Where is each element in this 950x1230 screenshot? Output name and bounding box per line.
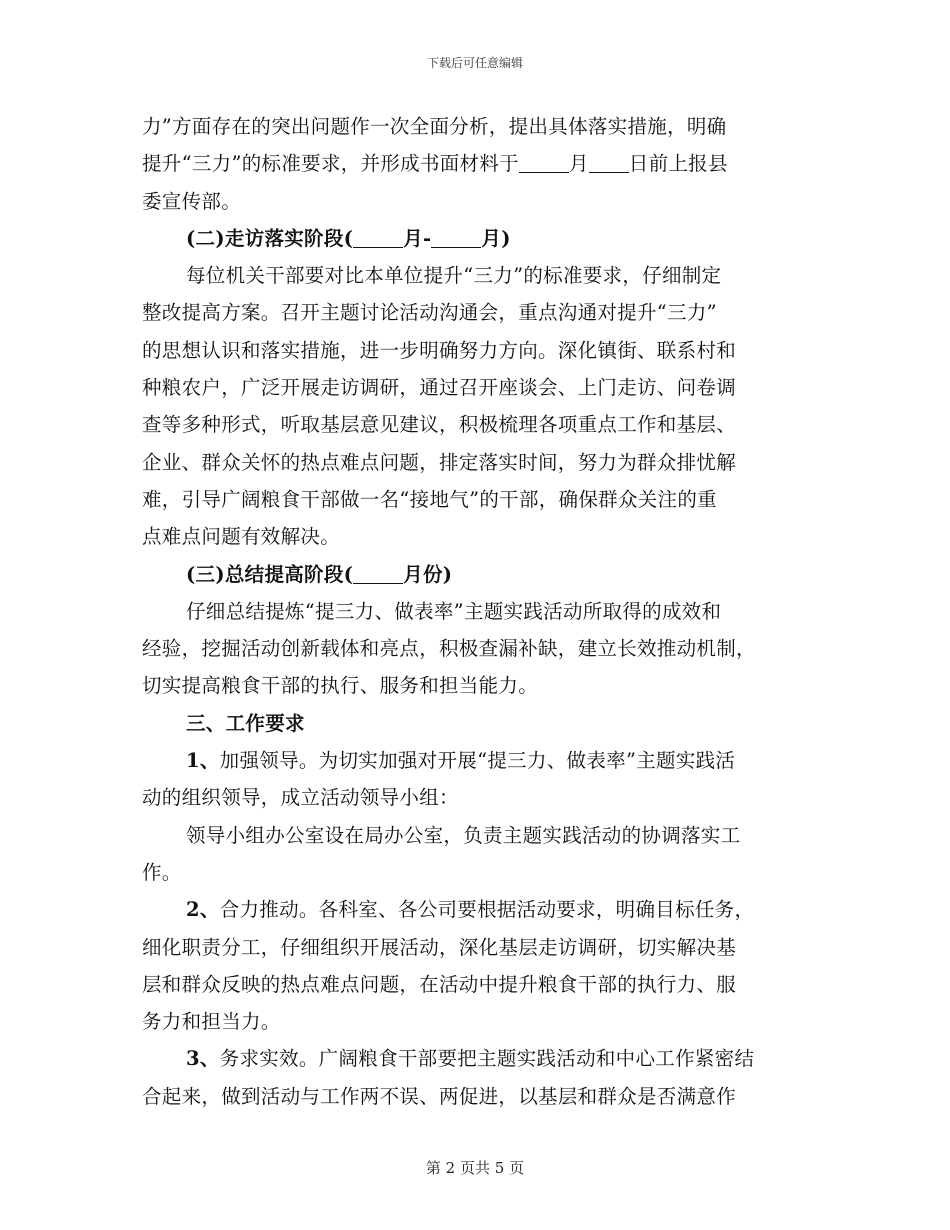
fill-in-blank (353, 227, 403, 248)
item-number: 3、 (186, 1047, 220, 1071)
text-line (142, 891, 802, 928)
part-heading: 三、工作要求 (186, 711, 305, 735)
heading-segment: (二)走访落实阶段( (186, 226, 354, 250)
text-segment: 加强领导。为切实加强对开展“提三力、做表率”主题实践活 (219, 749, 736, 773)
text-line: 整改提高方案。召开主题讨论活动沟通会，重点沟通对提升“三力” (142, 301, 717, 325)
heading-segment: (三)总结提高阶段( (186, 562, 354, 586)
fill-in-blank (589, 152, 629, 173)
fill-in-blank (431, 227, 481, 248)
text-line: 企业、群众关怀的热点难点问题，排定落实时间，努力为群众排忧解 (142, 450, 737, 474)
text-line: 委宣传部。 (142, 189, 242, 213)
item-number: 1、 (186, 749, 220, 773)
section-heading (142, 556, 802, 593)
section-heading (142, 220, 802, 257)
text-line (142, 742, 802, 779)
text-segment: 日前上报县 (628, 152, 728, 176)
text-line: 作。 (142, 860, 182, 884)
text-line (142, 145, 802, 182)
text-line: 仔细总结提炼“提三力、做表率”主题实践活动所取得的成效和 (186, 599, 722, 623)
heading-segment: 月- (403, 226, 432, 250)
text-line: 动的组织领导，成立活动领导小组： (142, 786, 459, 810)
page-header: 下载后可任意编辑 (426, 56, 523, 70)
text-segment: 提升“三力”的标准要求，并形成书面材料于 (142, 152, 519, 176)
text-line: 种粮农户，广泛开展走访调研，通过召开座谈会、上门走访、问卷调 (142, 376, 737, 400)
item-number: 2、 (186, 898, 220, 922)
text-line (142, 1040, 802, 1077)
text-line: 点难点问题有效解决。 (142, 525, 341, 549)
text-line: 经验，挖掘活动创新载体和亮点，积极查漏补缺，建立长效推动机制， (142, 637, 756, 661)
text-line: 领导小组办公室设在局办公室，负责主题实践活动的协调落实工 (186, 823, 741, 847)
heading-segment: 月) (481, 226, 511, 250)
text-line: 的思想认识和落实措施，进一步明确努力方向。深化镇街、联系村和 (142, 338, 737, 362)
page-footer: 第 2 页共 5 页 (425, 1159, 525, 1177)
text-line: 层和群众反映的热点难点问题，在活动中提升粮食干部的执行力、服 (142, 972, 737, 996)
fill-in-blank (353, 563, 403, 584)
text-segment: 务求实效。广阔粮食干部要把主题实践活动和中心工作紧密结 (219, 1047, 755, 1071)
heading-segment: 月份) (403, 562, 453, 586)
text-line: 务力和担当力。 (142, 1010, 281, 1034)
text-line: 难，引导广阔粮食干部做一名“接地气”的干部，确保群众关注的重 (142, 487, 717, 511)
text-line: 合起来，做到活动与工作两不误、两促进，以基层和群众是否满意作 (142, 1084, 737, 1108)
text-segment: 月 (568, 152, 589, 176)
text-line: 细化职责分工，仔细组织开展活动，深化基层走访调研，切实解决基 (142, 935, 737, 959)
text-segment: 合力推动。各科室、各公司要根据活动要求，明确目标任务， (219, 898, 755, 922)
document-body (142, 108, 802, 1115)
text-line: 切实提高粮食干部的执行、服务和担当能力。 (142, 674, 539, 698)
text-line: 力”方面存在的突出问题作一次全面分析，提出具体落实措施，明确 (142, 115, 727, 138)
fill-in-blank (519, 152, 569, 173)
text-line: 每位机关干部要对比本单位提升“三力”的标准要求，仔细制定 (186, 264, 722, 288)
text-line: 查等多种形式，听取基层意见建议，积极梳理各项重点工作和基层、 (142, 413, 737, 437)
